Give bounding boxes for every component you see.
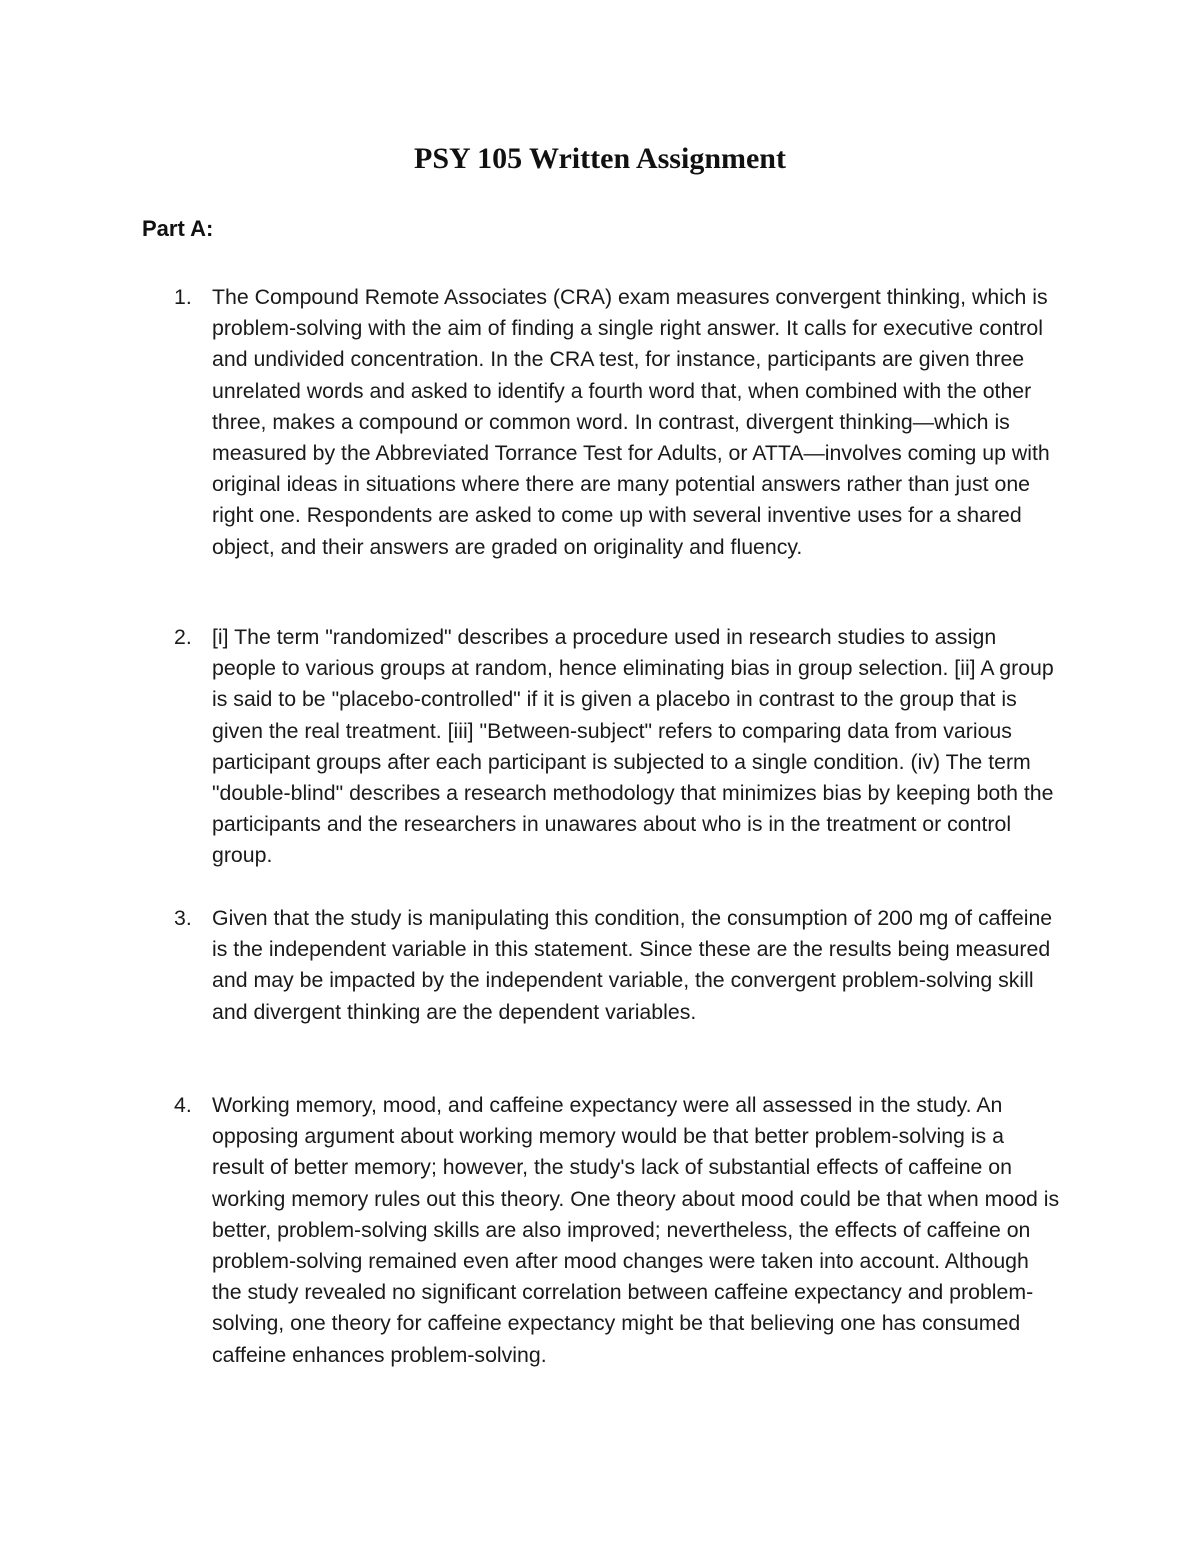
document-title: PSY 105 Written Assignment [414,142,786,175]
list-item-number: 4. [174,1093,192,1117]
list-item-text: [i] The term "randomized" describes a procedure used in research studies to assign people to various groups at random, hence eliminating bias in group selection. [ii] A group is said to be "placebo-controlled" if it is given a placebo in contrast to the group that is given the real treatment. [iii] "Between-subject" refers to comparing data from various participant groups after each participant is subjected to a single condition. (iv) The term "double-blind" describes a research methodology that minimizes bias by keeping both the participants and the researchers in unawares about who is in the treatment or control group. [212,625,1054,868]
list-item-number: 2. [174,625,192,649]
list-item-text: The Compound Remote Associates (CRA) exam measures convergent thinking, which is problem-solving with the aim of finding a single right answer. It calls for executive control and undivided concentration. In the CRA test, for instance, participants are given three unrelated words and asked to identify a fourth word that, when combined with the other three, makes a compound or common word. In contrast, divergent thinking—which is measured by the Abbreviated Torrance Test for Adults, or ATTA—involves coming up with original ideas in situations where there are many potential answers rather than just one right one. Respondents are asked to come up with several inventive uses for a shared object, and their answers are graded on originality and fluency. [212,285,1050,559]
list-item-number: 1. [174,285,192,309]
section-heading-part-a: Part A: [142,216,214,241]
list-item-number: 3. [174,906,192,930]
list-item-text: Working memory, mood, and caffeine expectancy were all assessed in the study. An opposing argument about working memory would be that better problem-solving is a result of better memory; however, the study's lack of substantial effects of caffeine on working memory rules out this theory. One theory about mood could be that when mood is better, problem-solving skills are also improved; nevertheless, the effects of caffeine on problem-solving remained even after mood changes were taken into account. Although the study revealed no significant correlation between caffeine expectancy and problem-solving, one theory for caffeine expectancy might be that believing one has consumed caffeine enhances problem-solving. [212,1093,1060,1367]
list-item-text: Given that the study is manipulating this condition, the consumption of 200 mg of caffeine is the independent variable in this statement. Since these are the results being measured and may be impacted by the independent variable, the convergent problem-solving skill and divergent thinking are the dependent variables. [212,906,1053,1024]
